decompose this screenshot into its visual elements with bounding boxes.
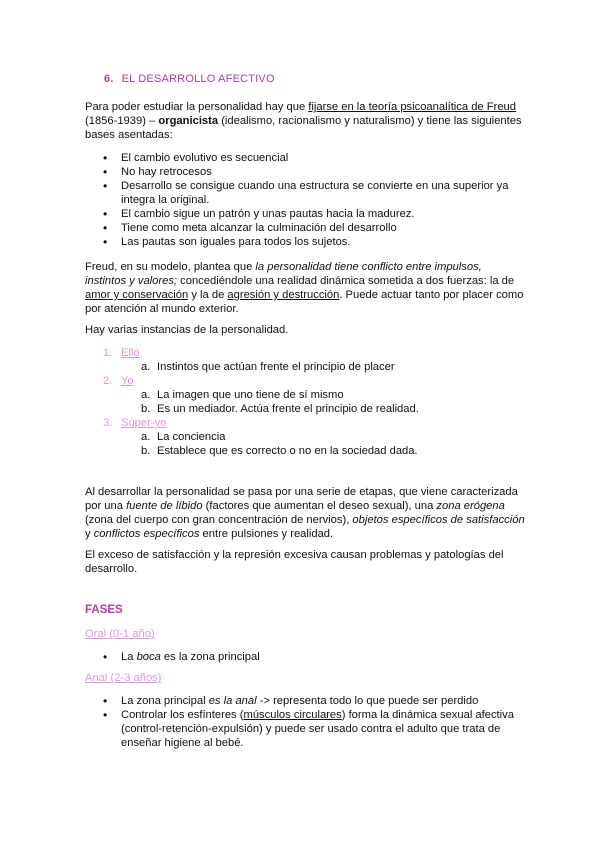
- intro-text-3: (idealismo, racionalismo y naturalismo) y tiene las siguientes bases asentadas:: [85, 115, 522, 141]
- intro-bold-text: organicista: [158, 115, 219, 127]
- freud-italic: la personalidad tiene conflicto entre impulsos, instintos y valores;: [85, 261, 482, 287]
- anal-item2-pre: Controlar los esfínteres (: [121, 709, 244, 721]
- sub-item: [85, 388, 525, 402]
- anal-item2-post: ) forma la dinámica sexual afectiva (control-retención-expulsión) y puede ser usado contra el adulto que trata de enseñar higiene al bebé.: [121, 709, 514, 749]
- freud-text-d: . Puede actuar tanto por placer como por atención al mundo exterior.: [85, 289, 524, 315]
- instance-yo: [85, 374, 525, 388]
- anal-list: [85, 694, 525, 750]
- stages-text-a: Al desarrollar la personalidad se pasa por una serie de etapas, que viene caracterizada por una: [85, 486, 518, 512]
- instance-super-yo: [85, 416, 525, 430]
- list-item: • El cambio sigue un patrón y unas pautas hacia la madurez.: [85, 207, 525, 221]
- excess-text: El exceso de satisfacción y la represión excesiva causan problemas y patologías del desarrollo.: [85, 549, 504, 575]
- anal-item1-italic: es la anal: [208, 695, 257, 707]
- instances-list: [85, 346, 525, 458]
- section-title: EL DESARROLLO AFECTIVO: [121, 73, 275, 85]
- fases-title: FASES: [85, 604, 123, 616]
- sub-item: [85, 430, 525, 444]
- stages-text-b: (factores que aumentan el deseo sexual), una: [202, 500, 437, 512]
- anal-item1-post: -> representa todo lo que puede ser perdido: [256, 695, 479, 707]
- intro-underlined-text: fijarse en la teoría psicoanalítica de Freud: [308, 101, 516, 113]
- instances-intro: [85, 323, 525, 337]
- list-item: [85, 650, 525, 664]
- anal-item1-pre: La zona principal: [121, 695, 209, 707]
- stages-text-c: (zona del cuerpo con gran concentración de nervios),: [85, 514, 353, 526]
- list-item: [85, 694, 525, 708]
- sub-letter: b.: [141, 403, 151, 415]
- instance-label-ello[interactable]: Ello: [121, 347, 140, 359]
- sub-text: Establece que es correcto o no en la sociedad dada.: [157, 445, 418, 457]
- oral-text-pre: La: [121, 651, 137, 663]
- stages-italic-1: fuente de líbido: [126, 500, 203, 512]
- stages-text-d: y: [85, 528, 94, 540]
- intro-paragraph: [85, 100, 525, 142]
- list-item: • No hay retrocesos: [85, 165, 525, 179]
- instance-number: 2.: [103, 375, 113, 387]
- instance-ello: [85, 346, 525, 360]
- stages-italic-3: objetos específicos de satisfacción: [352, 514, 525, 526]
- section-heading: [104, 72, 275, 86]
- freud-text-b: concediéndole una realidad dinámica sometida a dos fuerzas: la de: [177, 275, 515, 287]
- sub-text: La imagen que uno tiene de sí mismo: [157, 389, 344, 401]
- intro-text-2: (1856-1939) –: [85, 115, 159, 127]
- freud-text-c: y la de: [188, 289, 228, 301]
- list-item: • El cambio evolutivo es secuencial: [85, 151, 525, 165]
- sub-item: [85, 444, 525, 458]
- freud-underline-1: amor y conservación: [85, 289, 189, 301]
- sub-text: La conciencia: [157, 431, 226, 443]
- sub-letter: a.: [141, 389, 151, 401]
- sub-item: [85, 402, 525, 416]
- list-item: • Desarrollo se consigue cuando una estructura se convierte en una superior ya integra la original.: [85, 179, 525, 207]
- instance-number: 3.: [103, 417, 113, 429]
- freud-underline-2: agresión y destrucción: [227, 289, 340, 301]
- oral-text-post: es la zona principal: [160, 651, 260, 663]
- oral-italic: boca: [136, 651, 161, 663]
- sub-text: Es un mediador. Actúa frente el principio de realidad.: [157, 403, 419, 415]
- instance-label-yo[interactable]: Yo: [121, 375, 134, 387]
- section-number: 6.: [104, 73, 114, 85]
- instance-number: 1.: [103, 347, 113, 359]
- sub-letter: b.: [141, 445, 151, 457]
- list-item: [85, 708, 525, 750]
- sub-text: Instintos que actúan frente el principio de placer: [157, 361, 395, 373]
- freud-text-a: Freud, en su modelo, plantea que: [85, 261, 256, 273]
- bases-list: [85, 151, 525, 249]
- sub-letter: a.: [141, 431, 151, 443]
- sub-letter: a.: [141, 361, 151, 373]
- instance-label-super-yo[interactable]: Súper-yo: [121, 417, 167, 429]
- phase-anal-link[interactable]: Anal (2-3 años): [85, 672, 162, 684]
- stages-italic-4: conflictos específicos: [93, 528, 200, 540]
- sub-item: [85, 360, 525, 374]
- anal-item2-underline: músculos circulares: [243, 709, 342, 721]
- phase-oral-link[interactable]: Oral (0-1 año): [85, 628, 155, 640]
- stages-paragraph: [85, 485, 525, 541]
- oral-list: [85, 650, 525, 664]
- excess-paragraph: [85, 548, 525, 576]
- list-item: • Las pautas son iguales para todos los sujetos.: [85, 235, 525, 249]
- freud-paragraph: [85, 260, 525, 316]
- instances-intro-text: Hay varias instancias de la personalidad.: [85, 324, 289, 336]
- stages-italic-2: zona erógena: [436, 500, 505, 512]
- list-item: • Tiene como meta alcanzar la culminación del desarrollo: [85, 221, 525, 235]
- intro-text-1: Para poder estudiar la personalidad hay que: [85, 101, 309, 113]
- stages-text-e: entre pulsiones y realidad.: [199, 528, 334, 540]
